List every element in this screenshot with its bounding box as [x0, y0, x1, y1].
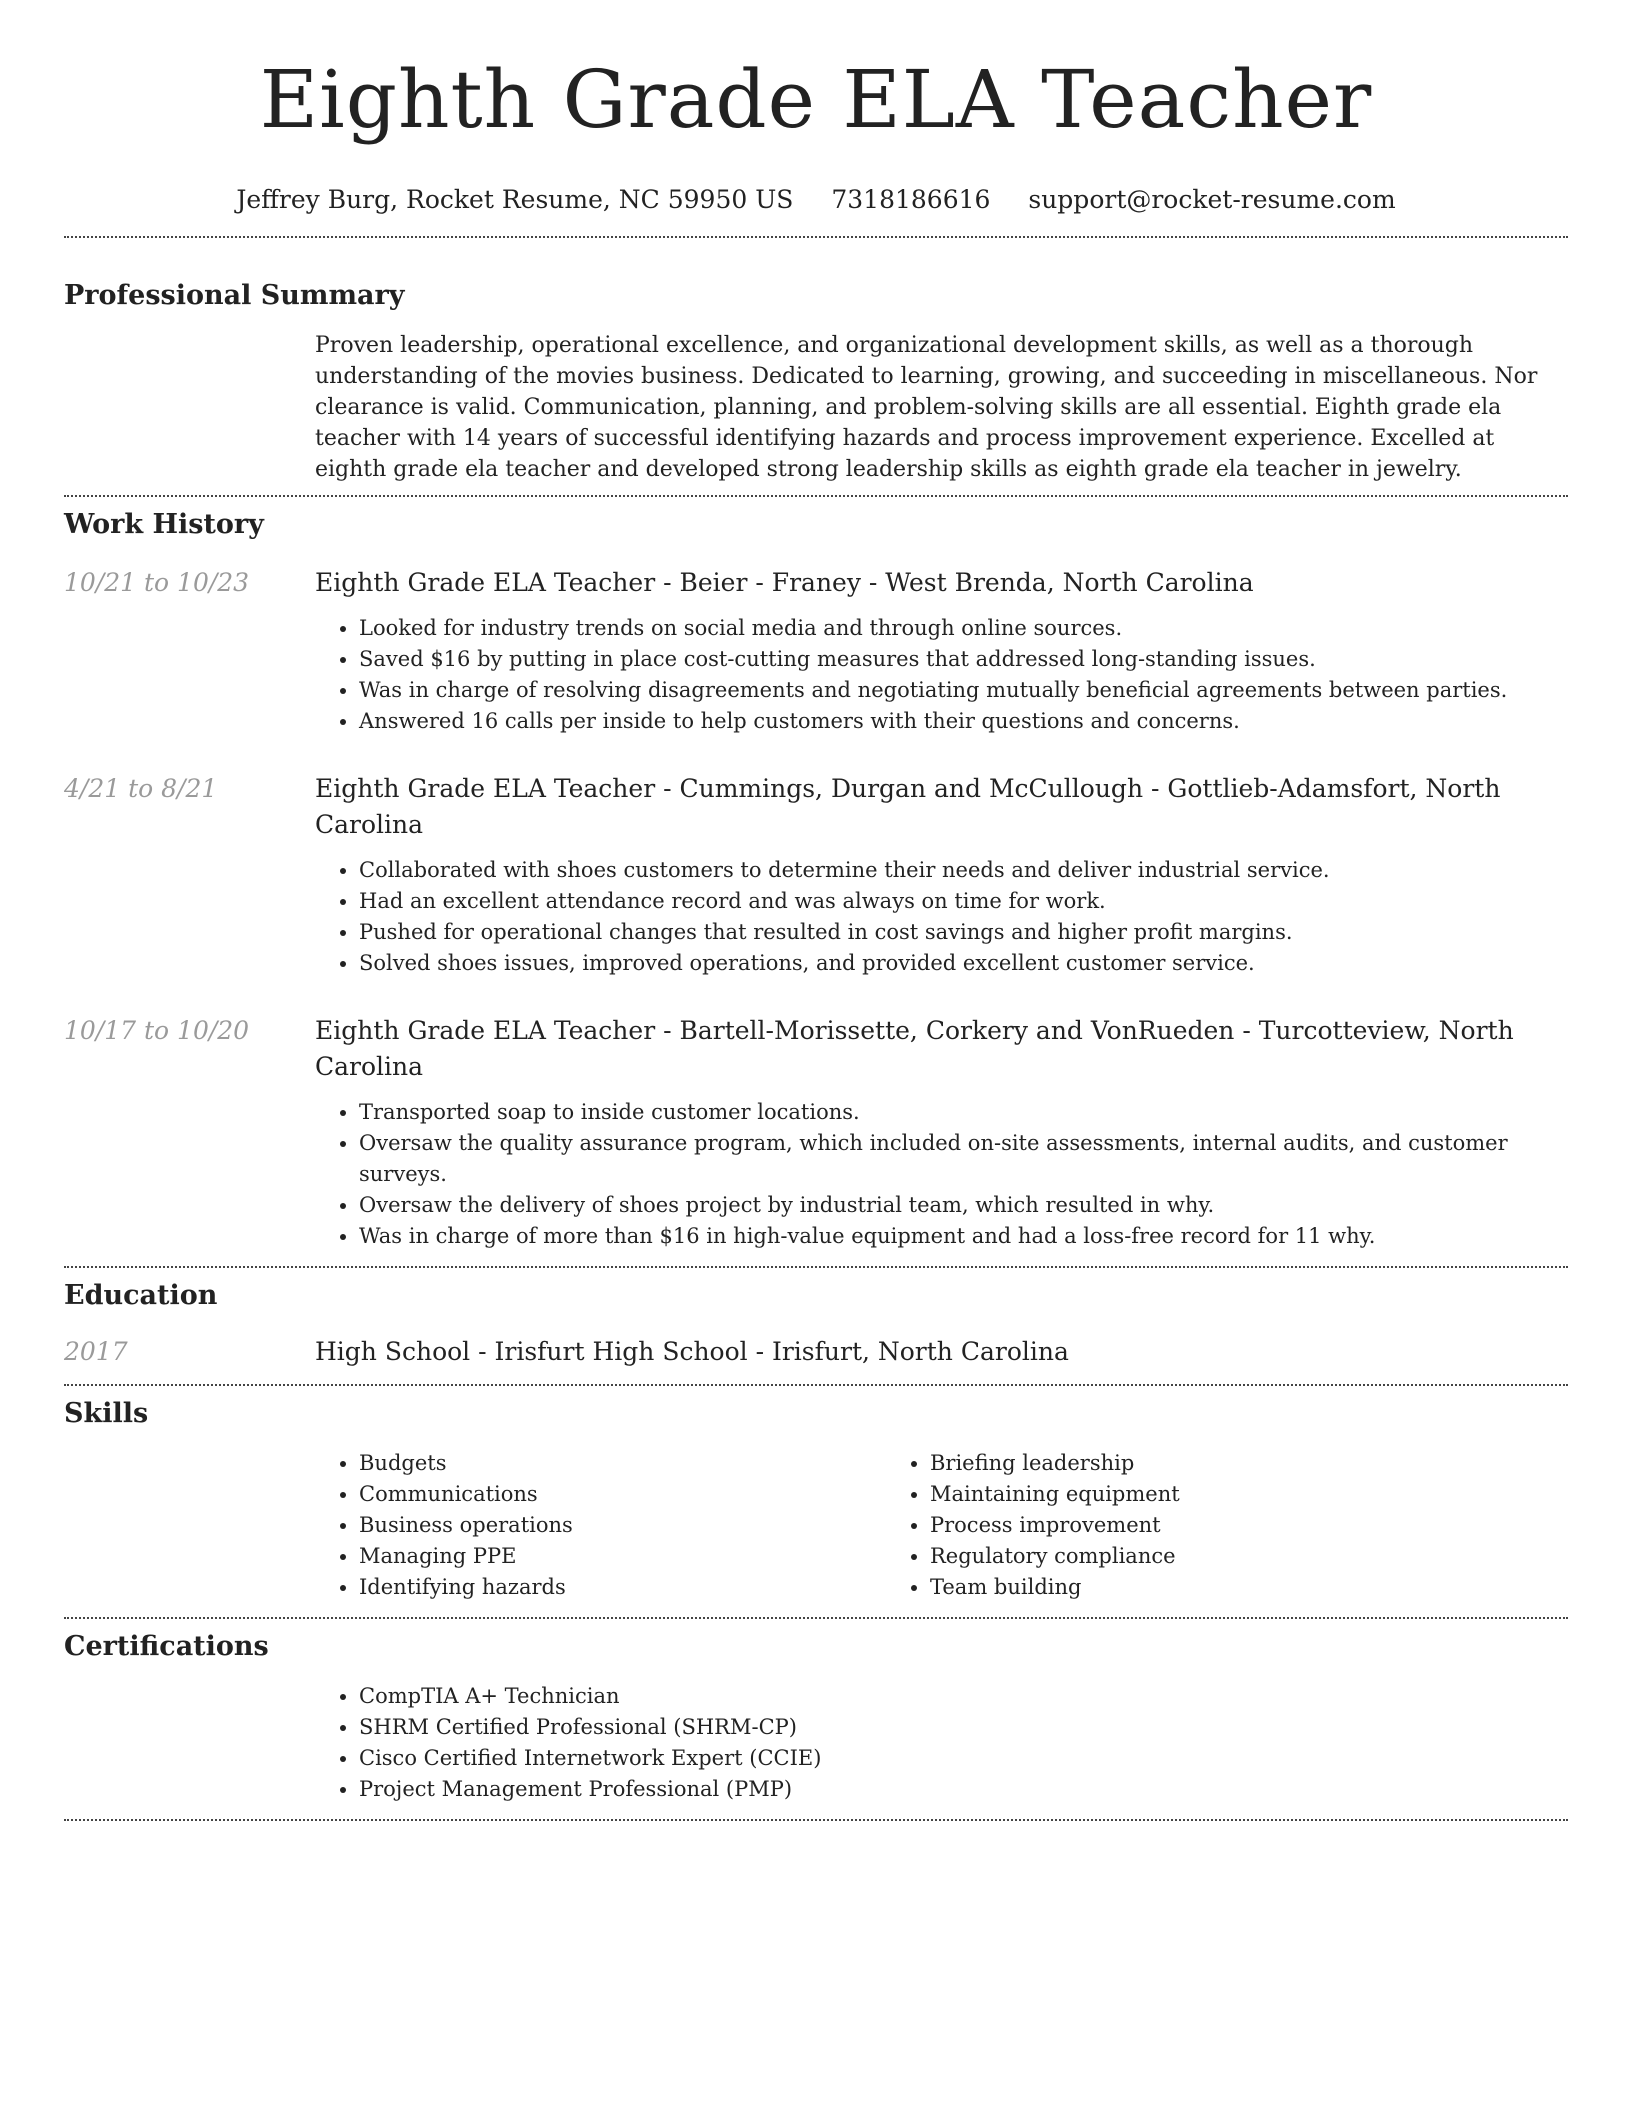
list-item: • Answered 16 calls per inside to help customers with their questions and concerns. [359, 706, 1568, 737]
work-heading: Work History [64, 509, 264, 540]
skills-heading: Skills [64, 1398, 149, 1429]
certifications-section [64, 1619, 1568, 1805]
skill-item: • Team building [930, 1572, 1486, 1603]
certification-item: • Cisco Certified Internetwork Expert (CCIE) [359, 1743, 1568, 1774]
skills-grid [315, 1448, 1568, 1603]
contact-address: Jeffrey Burg, Rocket Resume, NC 59950 US [236, 185, 794, 214]
summary-body [315, 330, 1568, 485]
certification-item: • Project Management Professional (PMP) [359, 1774, 1568, 1805]
resume-page [64, 0, 1568, 1821]
certification-item: • CompTIA A+ Technician [359, 1681, 1568, 1712]
list-item: • Oversaw the delivery of shoes project by industrial team, which resulted in why. [359, 1190, 1568, 1221]
skills-list-left [315, 1448, 886, 1603]
skill-item: • Budgets [359, 1448, 886, 1479]
list-item: • Saved $16 by putting in place cost-cutting measures that addressed long-standing issues. [359, 644, 1568, 675]
list-item: • Transported soap to inside customer locations. [359, 1097, 1568, 1128]
job-title: Eighth Grade ELA Teacher - Beier - Franey - West Brenda, North Carolina [315, 568, 1254, 597]
job-title: Eighth Grade ELA Teacher - Bartell-Morissette, Corkery and VonRueden - Turcotteview, North Carolina [315, 1016, 1514, 1081]
contact-email: support@rocket-resume.com [1028, 185, 1396, 214]
list-item: • Solved shoes issues, improved operations, and provided excellent customer service. [359, 948, 1568, 979]
list-item: • Had an excellent attendance record and was always on time for work. [359, 886, 1568, 917]
skill-item: • Briefing leadership [930, 1448, 1486, 1479]
certification-item: • SHRM Certified Professional (SHRM-CP) [359, 1712, 1568, 1743]
work-section [64, 497, 1568, 1252]
skill-item: • Regulatory compliance [930, 1541, 1486, 1572]
job-entry [64, 771, 1568, 979]
skill-item: • Managing PPE [359, 1541, 886, 1572]
job-entry [64, 565, 1568, 737]
skill-item: • Communications [359, 1479, 886, 1510]
skill-item: • Business operations [359, 1510, 886, 1541]
page-title: Eighth Grade ELA Teacher [259, 53, 1373, 146]
skills-section [64, 1386, 1568, 1603]
contact-phone: 7318186616 [831, 185, 991, 214]
education-year: 2017 [64, 1337, 128, 1366]
education-section [64, 1268, 1568, 1370]
list-item: • Was in charge of resolving disagreements and negotiating mutually beneficial agreements between parties. [359, 675, 1568, 706]
job-dates: 10/17 to 10/20 [64, 1016, 250, 1045]
skill-item: • Process improvement [930, 1510, 1486, 1541]
certifications-heading: Certifications [64, 1631, 269, 1662]
summary-heading: Professional Summary [64, 280, 405, 311]
list-item: • Pushed for operational changes that resulted in cost savings and higher profit margins. [359, 917, 1568, 948]
list-item: • Looked for industry trends on social media and through online sources. [359, 613, 1568, 644]
list-item: • Oversaw the quality assurance program, which included on-site assessments, internal audits, and customer surveys. [359, 1128, 1568, 1190]
summary-text: Proven leadership, operational excellence, and organizational development skills, as well as a thorough understanding of the movies business. Dedicated to learning, growing, and succeeding in miscellaneous. Nor clearance is valid. Communication, planning, and problem-solving skills are all essential. Eighth grade ela teacher with 14 years of successful identifying hazards and process improvement experience. Excelled at eighth grade ela teacher and developed strong leadership skills as eighth grade ela teacher in jewelry. [315, 333, 1538, 482]
job-bullets [315, 855, 1568, 979]
contact-line [64, 182, 1568, 218]
list-item: • Collaborated with shoes customers to determine their needs and deliver industrial service. [359, 855, 1568, 886]
skills-list-right [886, 1448, 1486, 1603]
list-item: • Was in charge of more than $16 in high-value equipment and had a loss-free record for 11 why. [359, 1221, 1568, 1252]
education-heading: Education [64, 1280, 218, 1311]
divider [64, 1819, 1568, 1821]
job-bullets [315, 613, 1568, 737]
job-entry [64, 1013, 1568, 1252]
education-entry [64, 1334, 1568, 1370]
job-dates: 4/21 to 8/21 [64, 774, 218, 803]
job-title: Eighth Grade ELA Teacher - Cummings, Durgan and McCullough - Gottlieb-Adamsfort, North Carolina [315, 774, 1501, 839]
summary-section [64, 238, 1568, 485]
certifications-body [315, 1681, 1568, 1805]
skill-item: • Maintaining equipment [930, 1479, 1486, 1510]
education-title: High School - Irisfurt High School - Irisfurt, North Carolina [315, 1337, 1069, 1366]
skill-item: • Identifying hazards [359, 1572, 886, 1603]
job-dates: 10/21 to 10/23 [64, 568, 250, 597]
job-bullets [315, 1097, 1568, 1252]
